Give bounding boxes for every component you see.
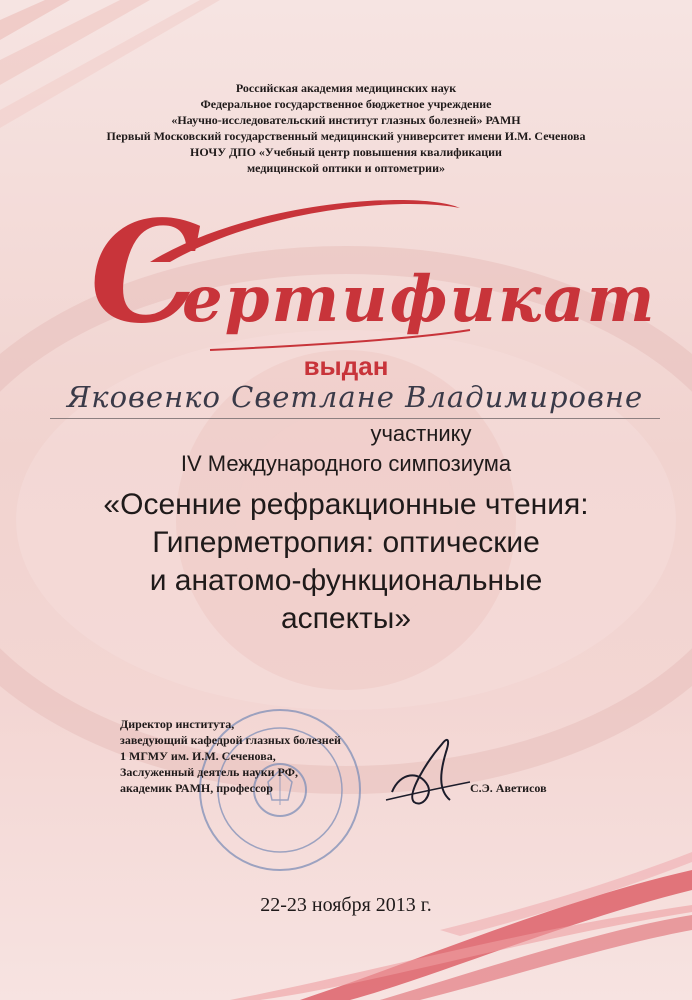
signatory-position (120, 716, 420, 796)
header-line: Российская академия медицинских наук (235, 81, 457, 95)
header-line: медицинской оптики и оптометрии» (247, 161, 445, 175)
position-line: 1 МГМУ им. И.М. Сеченова, (120, 749, 276, 763)
header-line: Первый Московский государственный медицинский университет имени И.М. Сеченова (106, 129, 586, 143)
topic-line: и анатомо-функциональные (149, 564, 543, 597)
event-label: IV Международного симпозиума (180, 451, 512, 476)
certificate-title (90, 191, 657, 355)
event-date: 22-23 ноября 2013 г. (260, 894, 432, 916)
position-line: академик РАМН, профессор (120, 781, 273, 795)
title-rest: ертификат (182, 262, 657, 337)
recipient-name: Яковенко Светлане Владимировне (66, 380, 644, 414)
issuing-organizations (0, 80, 692, 176)
topic-line: аспекты» (280, 602, 412, 635)
event-topic (0, 486, 692, 638)
header-line: Федеральное государственное бюджетное учреждение (200, 97, 492, 111)
header-line: «Научно-исследовательский институт глазных болезней» РАМН (171, 113, 521, 127)
position-line: заведующий кафедрой глазных болезней (120, 733, 341, 747)
recipient-underline (50, 418, 660, 419)
position-line: Директор института, (120, 717, 235, 731)
title-initial: С (90, 191, 202, 355)
header-line: НОЧУ ДПО «Учебный центр повышения квалификации (190, 145, 502, 159)
participant-label: участнику (370, 421, 472, 446)
signatory-name: С.Э. Аветисов (470, 781, 547, 795)
topic-line: «Осенние рефракционные чтения: (103, 488, 589, 521)
issued-label: выдан (303, 351, 389, 381)
topic-line: Гиперметропия: оптические (152, 526, 540, 559)
position-line: Заслуженный деятель науки РФ, (120, 765, 298, 779)
